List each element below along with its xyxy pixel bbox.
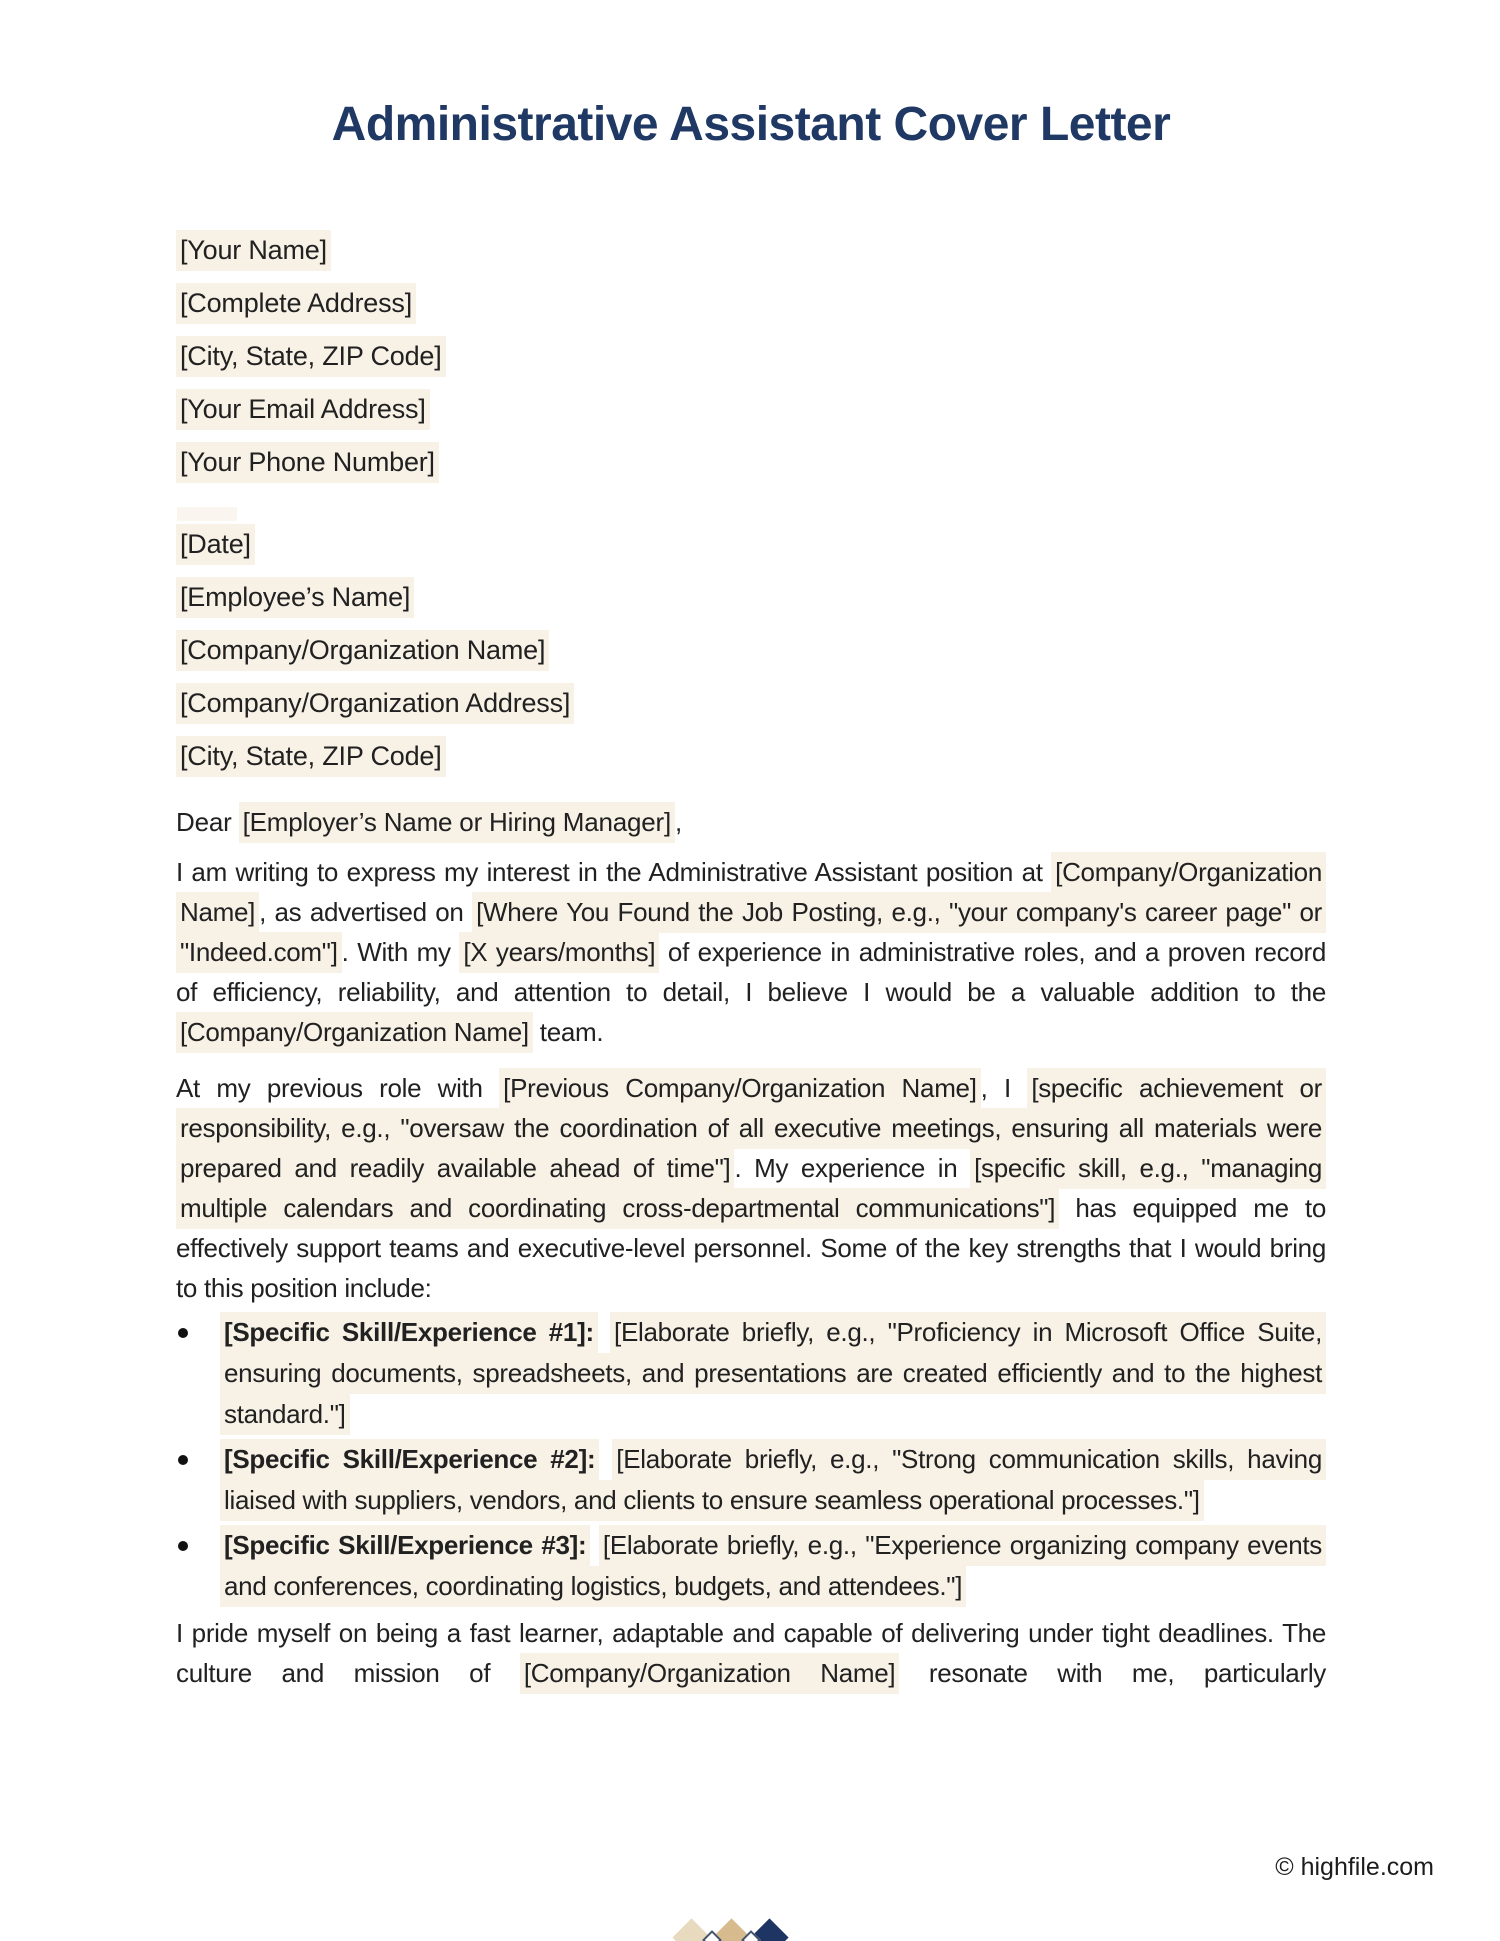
text-run: I am writing to express my interest in the Administrative Assistant position at (176, 857, 1052, 887)
brand-logo (672, 1904, 832, 1941)
text-run: team. (532, 1017, 604, 1047)
text-run: resonate with me, particularly (899, 1658, 1326, 1688)
skills-list-item (176, 1525, 1326, 1607)
text-run: . My experience in (734, 1153, 971, 1183)
text-run: , I (980, 1073, 1028, 1103)
recipient-block (176, 581, 1326, 772)
date-line (176, 528, 1326, 560)
placeholder-field: [Complete Address] (176, 283, 416, 324)
placeholder-field: [Elaborate briefly, e.g., "Proficiency in Microsoft Office Suite, ensuring documents, spreadsheets, and presentations are created efficiently and to the highest standard."] (220, 1312, 1326, 1435)
letter-content (176, 0, 1326, 1709)
sender-email-line (176, 393, 1326, 425)
text-run: At my previous role with (176, 1073, 500, 1103)
placeholder-field: [Specific Skill/Experience #3]: (220, 1525, 590, 1566)
placeholder-field: [X years/months] (459, 932, 659, 973)
text-run: I pride myself on being a fast learner, adaptable and capable of delivering under tight deadlines. The culture and mission of (176, 1618, 1326, 1688)
placeholder-field: [specific achievement or responsibility, e.g., "oversaw the coordination of all executive meetings, ensuring all materials were prepared and readily available ahead of time"] (176, 1068, 1326, 1189)
text-run: . With my (341, 937, 460, 967)
text-run: has equipped me to effectively support teams and executive-level personnel. Some of the key strengths that I would bring to this position include: (176, 1193, 1326, 1303)
text-run: of experience in administrative roles, and a proven record of efficiency, reliability, and attention to detail, I believe I would be a valuable addition to the (176, 937, 1327, 1007)
placeholder-field: [Company/Organization Name] (520, 1653, 900, 1694)
placeholder-field: [Specific Skill/Experience #1]: (220, 1312, 598, 1353)
sender-address-line (176, 287, 1326, 319)
text-run (598, 1317, 610, 1347)
closing-paragraph (176, 1613, 1326, 1693)
sender-block (176, 234, 1326, 478)
placeholder-field: [Elaborate briefly, e.g., "Experience organizing company events and conferences, coordinating logistics, budgets, and attendees."] (220, 1525, 1326, 1607)
placeholder-field: [Your Name] (176, 230, 331, 271)
placeholder-field: [Company/Organization Address] (176, 683, 574, 724)
skills-list (176, 1312, 1326, 1607)
recipient-name-line (176, 581, 1326, 613)
placeholder-field: [Date] (176, 524, 255, 565)
salutation (176, 802, 1326, 842)
placeholder-field: [specific skill, e.g., "managing multiple calendars and coordinating cross-departmental communications"] (176, 1148, 1326, 1229)
placeholder-field: [Your Email Address] (176, 389, 430, 430)
placeholder-field: [City, State, ZIP Code] (176, 736, 446, 777)
empty-highlight-mark (177, 507, 237, 521)
sender-city-state-zip-line (176, 340, 1326, 372)
footer-credit: © highfile.com (1275, 1853, 1434, 1881)
placeholder-field: [Company/Organization Name] (176, 1012, 533, 1053)
placeholder-field: [Specific Skill/Experience #2]: (220, 1439, 599, 1480)
intro-paragraph (176, 852, 1326, 1052)
skills-list-item (176, 1312, 1326, 1435)
skills-list-item (176, 1439, 1326, 1521)
placeholder-field: [Elaborate briefly, e.g., "Strong communication skills, having liaised with suppliers, vendors, and clients to ensure seamless operational processes."] (220, 1439, 1326, 1521)
experience-paragraph (176, 1068, 1326, 1308)
placeholder-field: [Employee’s Name] (176, 577, 414, 618)
text-run (599, 1444, 612, 1474)
placeholder-field: [Employer’s Name or Hiring Manager] (239, 802, 675, 843)
sender-name-line (176, 234, 1326, 266)
text-run (590, 1530, 599, 1560)
recipient-company-line (176, 634, 1326, 666)
placeholder-field: [Previous Company/Organization Name] (499, 1068, 981, 1109)
text-run: Dear (176, 807, 239, 837)
placeholder-field: [Where You Found the Job Posting, e.g., "your company's career page" or "Indeed.com"] (176, 892, 1326, 973)
text-run: , (675, 807, 683, 837)
placeholder-field: [Company/Organization Name] (176, 630, 549, 671)
text-run: , as advertised on (259, 897, 473, 927)
placeholder-field: [Company/Organization Name] (176, 852, 1326, 933)
placeholder-field: [City, State, ZIP Code] (176, 336, 446, 377)
recipient-company-address-line (176, 687, 1326, 719)
recipient-city-state-zip-line (176, 740, 1326, 772)
placeholder-field: [Your Phone Number] (176, 442, 439, 483)
page-title: Administrative Assistant Cover Letter (331, 98, 1171, 151)
sender-phone-line (176, 446, 1326, 478)
